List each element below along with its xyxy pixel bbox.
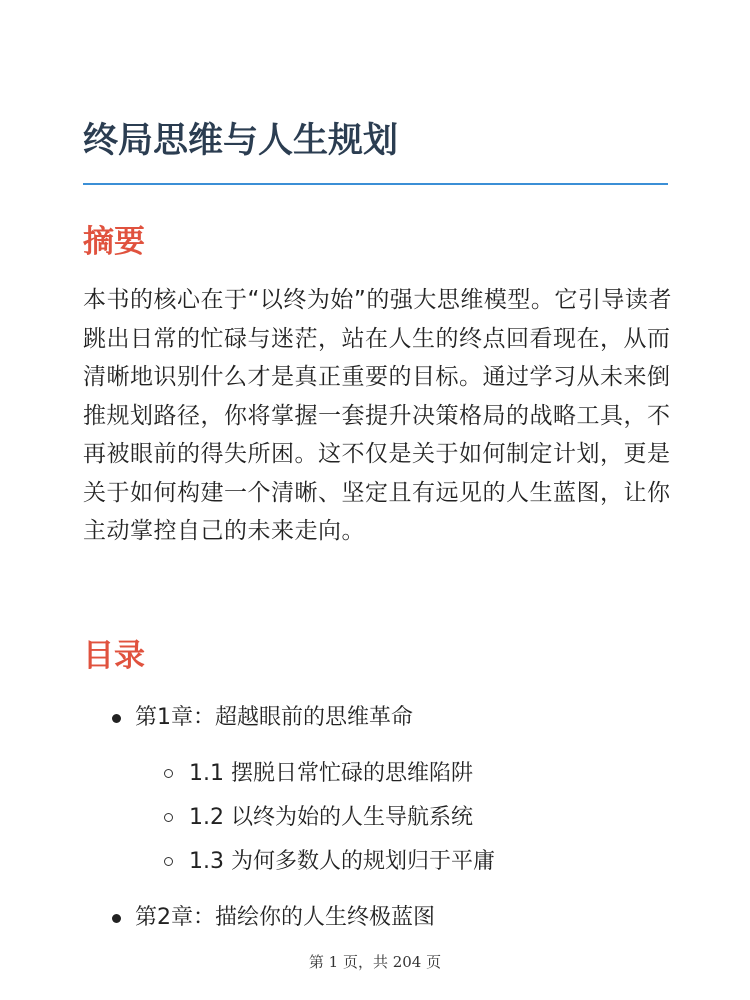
toc-heading: 目录	[83, 638, 145, 674]
toc-section-label: 1.2 以终为始的人生导航系统	[189, 805, 473, 830]
toc-chapter-label: 第1章：超越眼前的思维革命	[135, 705, 413, 730]
abstract-body: 本书的核心在于“以终为始”的强大思维模型。它引导读者跳出日常的忙碌与迷茫，站在人生的终点回看现在，从而清晰地识别什么才是真正重要的目标。通过学习从未来倒推规划路径，你将掌握一套提升决策格局的战略工具，不再被眼前的得失所困。这不仅是关于如何制定计划，更是关于如何构建一个清晰、坚定且有远见的人生蓝图，让你主动掌控自己的未来走向。	[83, 287, 672, 544]
page-number-footer: 第 1 页，共 204 页	[308, 953, 442, 971]
circle-bullet-icon	[164, 813, 173, 822]
toc-chapter-label: 第2章：描绘你的人生终极蓝图	[135, 905, 435, 930]
abstract-heading: 摘要	[83, 224, 145, 260]
document-title: 终局思维与人生规划	[83, 121, 399, 161]
circle-bullet-icon	[164, 857, 173, 866]
circle-bullet-icon	[164, 769, 173, 778]
bullet-icon	[112, 714, 121, 723]
title-divider	[83, 183, 668, 185]
toc-section-label: 1.1 摆脱日常忙碌的思维陷阱	[189, 761, 473, 786]
bullet-icon	[112, 914, 121, 923]
toc-section-label: 1.3 为何多数人的规划归于平庸	[189, 849, 495, 874]
